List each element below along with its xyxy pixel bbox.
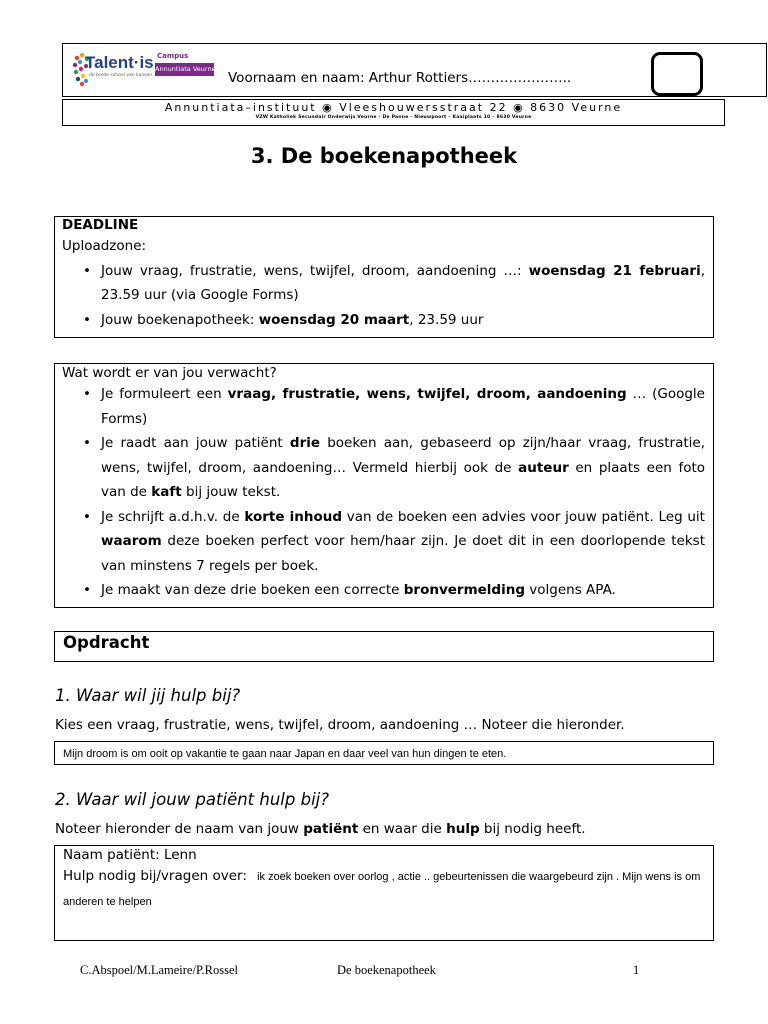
expectation-item-2: • Je raadt aan jouw patiënt drie boeken aan, gebaseerd op zijn/haar vraag, frustratie, wens, twijfel, droom, aandoening… Vermeld hierbij ook de auteur en plaats een foto van de kaft bij jouw tekst. (55, 431, 713, 505)
score-box (651, 52, 703, 96)
question-2-heading: 2. Waar wil jouw patiënt hulp bij? (55, 790, 330, 809)
footer-authors: C.Abspoel/M.Lameire/P.Rossel (80, 963, 238, 977)
deadline-item-apotheek: • Jouw boekenapotheek: woensdag 20 maart, 23.59 uur (55, 308, 713, 333)
expectations-box (54, 363, 714, 608)
patient-name: Naam patiënt: Lenn (63, 847, 197, 863)
question-1-answer-box[interactable] (54, 741, 714, 765)
question-1-heading: 1. Waar wil jij hulp bij? (55, 686, 241, 705)
address-bar (62, 99, 725, 126)
footer-page-number: 1 (633, 963, 640, 977)
upload-label: Uploadzone: (62, 238, 147, 254)
help-label: Hulp nodig bij/vragen over: (63, 868, 247, 884)
school-header (62, 43, 767, 97)
student-name-line: Voornaam en naam: Arthur Rottiers………………….. (228, 70, 572, 86)
expectation-item-3: • Je schrijft a.d.h.v. de korte inhoud van de boeken een advies voor jouw patiënt. Leg uit waarom deze boeken perfect voor hem/haar zijn. Je doet dit in een doorlopende tekst van minstens 7 regels per boek. (55, 505, 713, 579)
assignment-box (54, 631, 714, 662)
expectation-item-4: • Je maakt van deze drie boeken een correcte bronvermelding volgens APA. (55, 578, 713, 603)
deadline-item-question: • Jouw vraag, frustratie, wens, twijfel, droom, aandoening …: woensdag 21 februari, 23.59 uur (via Google Forms) (55, 259, 713, 308)
question-2-answer-box[interactable] (54, 845, 714, 941)
question-1-instruction: Kies een vraag, frustratie, wens, twijfel, droom, aandoening … Noteer die hieronder. (55, 717, 625, 733)
school-address: Annuntiata–instituut ◉ Vleeshouwersstraat 22 ◉ 8630 Veurne (164, 101, 623, 114)
help-answer: ik zoek boeken over oorlog , actie .. gebeurtenissen die waargebeurd zijn . Mijn wens is om anderen te helpen (63, 871, 701, 908)
help-needed (63, 864, 703, 913)
school-sub-address: VZW Katholiek Secundair Onderwijs Veurne - De Panne - Nieuwpoort – Kaaiplaats 10 – 8630 Veurne (255, 115, 532, 120)
page-title: 3. De boekenapotheek (250, 144, 518, 168)
logo-school-badge: Annuntiata Veurne (155, 63, 214, 76)
footer-doc-title: De boekenapotheek (337, 963, 436, 977)
question-1-answer: Mijn droom is om ooit op vakantie te gaan naar Japan en daar veel van hun dingen te eten. (63, 748, 507, 760)
school-logo (71, 50, 221, 90)
logo-text: Talent·is (85, 53, 154, 72)
assignment-heading: Opdracht (63, 633, 150, 652)
logo-campus: Campus (157, 52, 189, 60)
question-2-instruction: Noteer hieronder de naam van jouw patiënt en waar die hulp bij nodig heeft. (55, 821, 586, 837)
expectations-heading: Wat wordt er van jou verwacht? (62, 365, 277, 381)
deadline-box (54, 216, 714, 338)
logo-tagline: de brede school van kansen (89, 73, 153, 78)
deadline-heading: DEADLINE (62, 217, 139, 233)
expectation-item-1: • Je formuleert een vraag, frustratie, wens, twijfel, droom, aandoening … (Google Forms) (55, 382, 713, 431)
